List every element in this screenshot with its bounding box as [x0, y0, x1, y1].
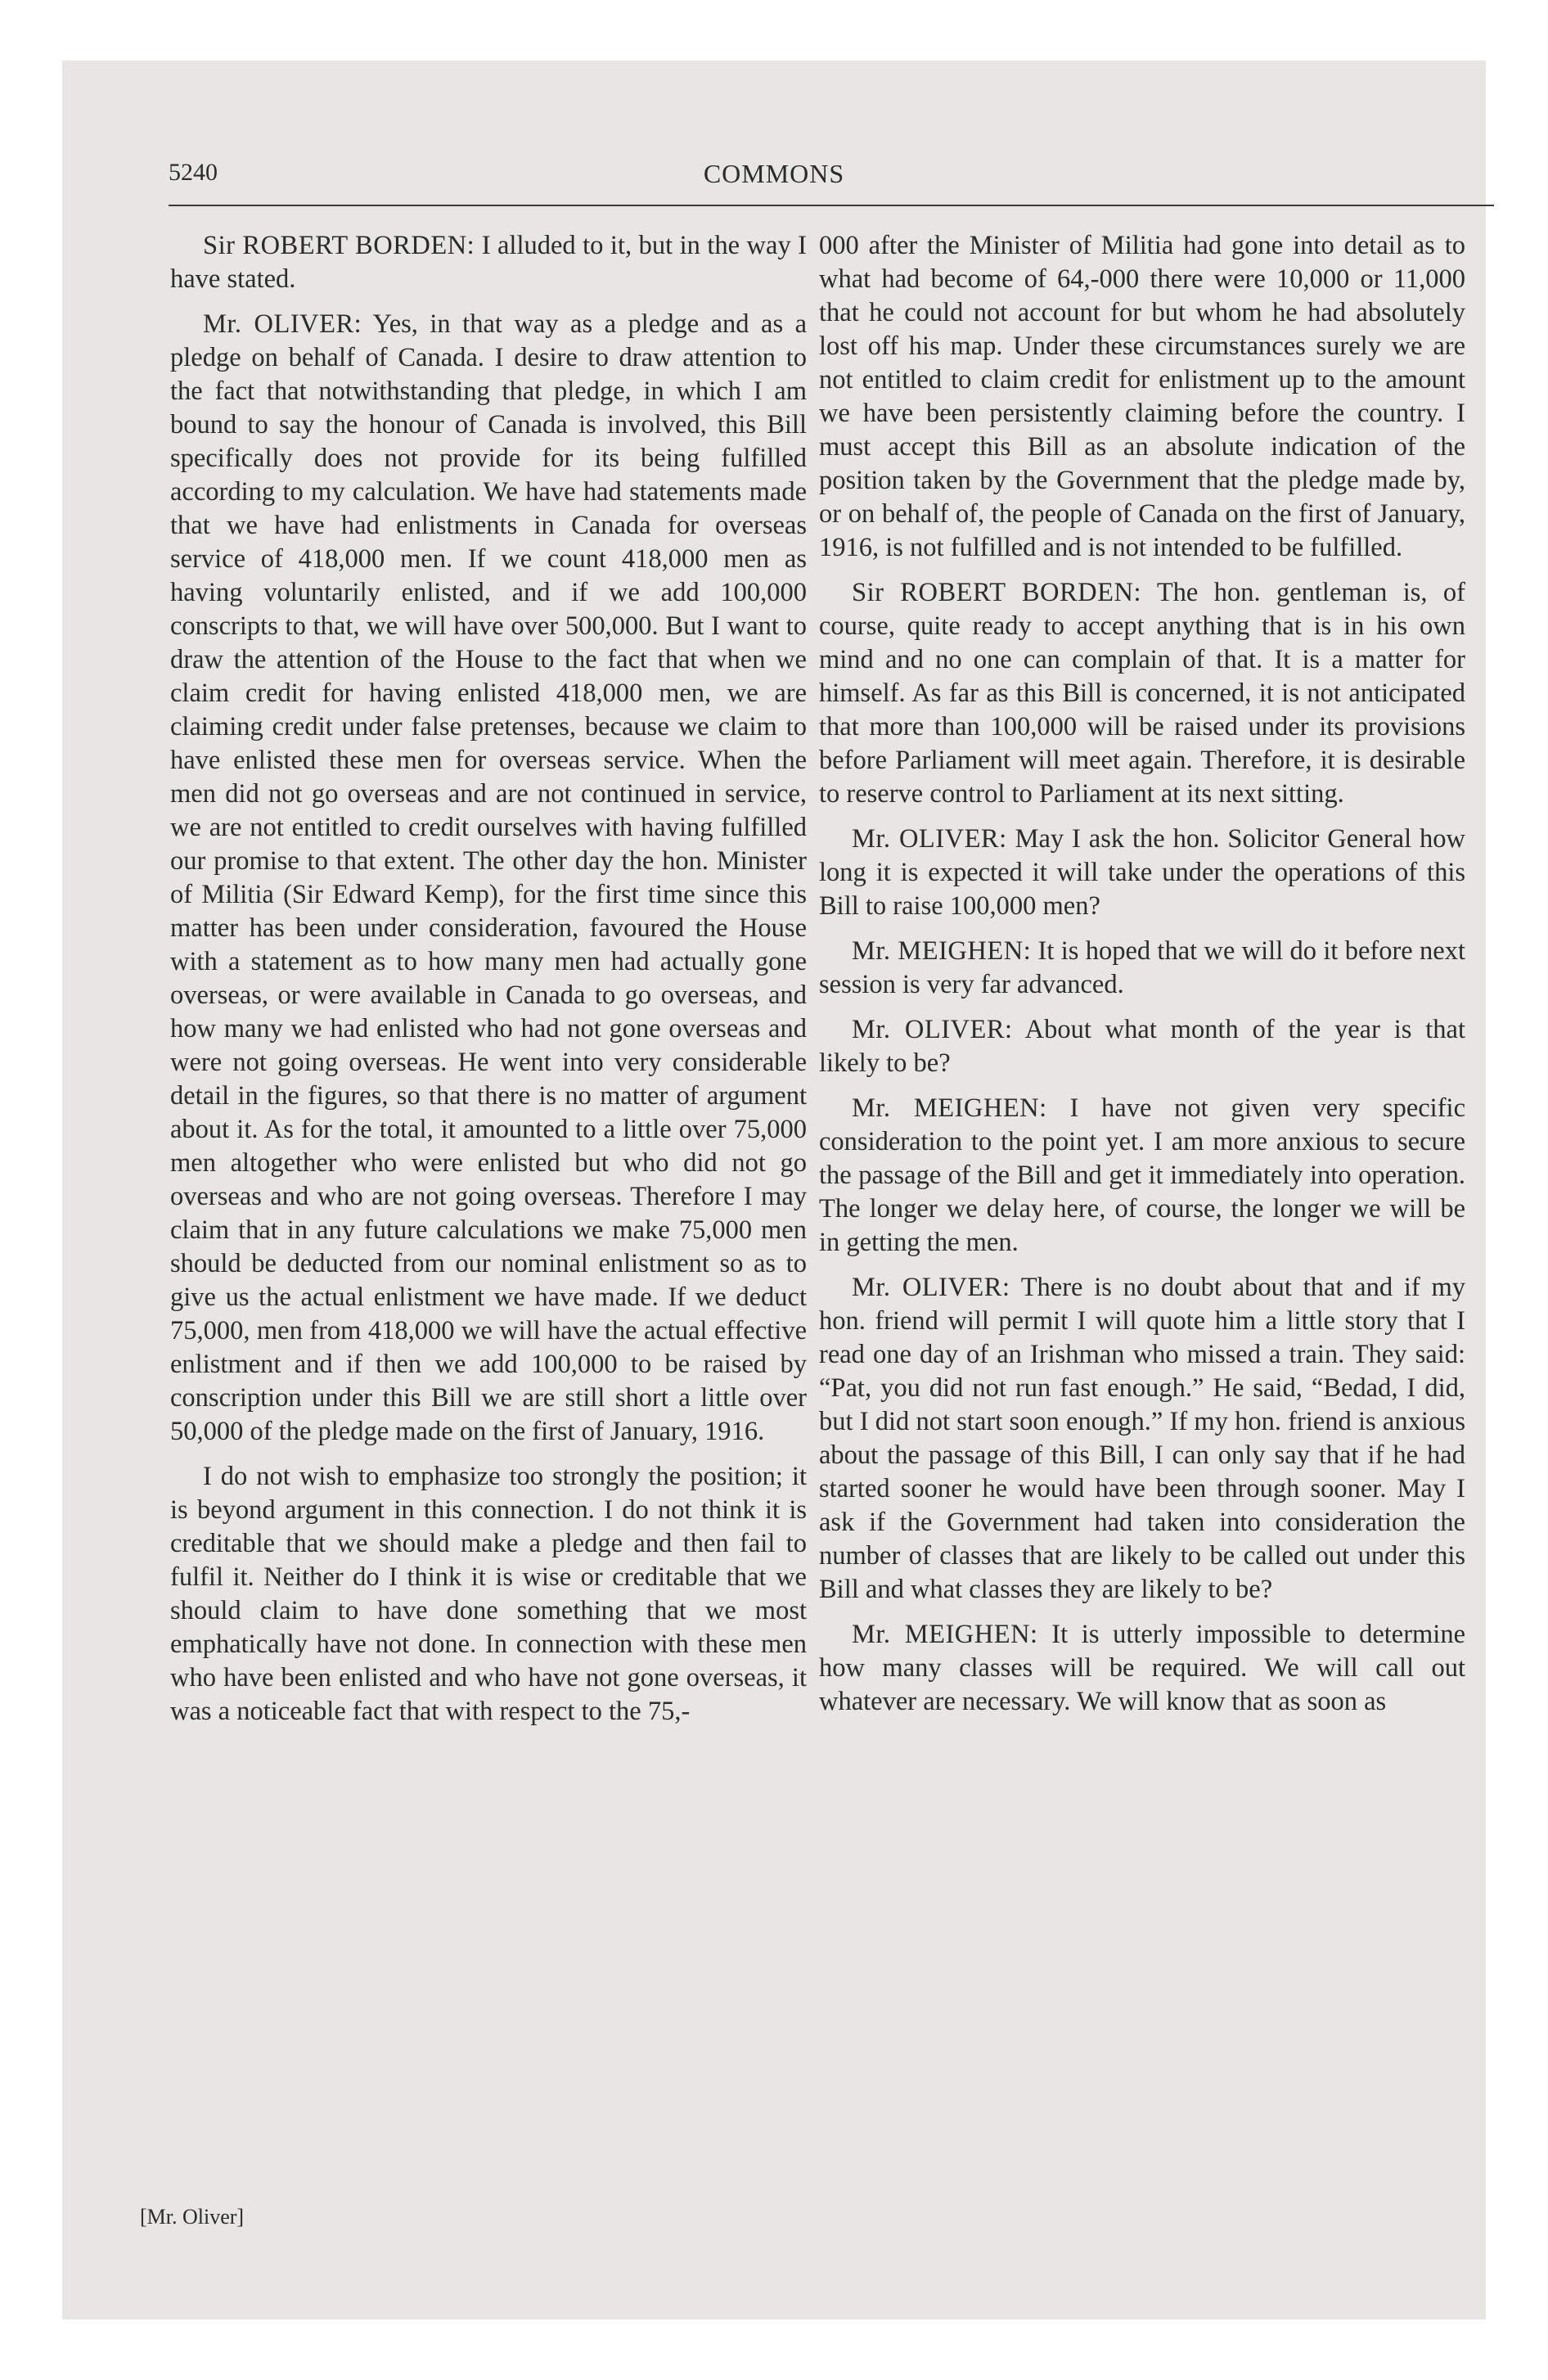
speaker: Sir ROBERT BORDEN: [203, 231, 475, 260]
speaker: Mr. OLIVER: [203, 309, 362, 339]
speaker: Mr. MEIGHEN: [852, 1620, 1038, 1649]
speaker: Mr. OLIVER: [852, 1015, 1013, 1044]
paragraph [170, 229, 807, 296]
paragraph [819, 576, 1465, 811]
page-number: 5240 [169, 159, 218, 186]
speaker: Mr. OLIVER: [852, 1273, 1010, 1302]
paragraph [819, 229, 1465, 565]
paragraph [819, 1092, 1465, 1260]
paragraph-text: The hon. gentleman is, of course, quite ready to accept anything that is in his own mind and no one can complain of that. It is a matter for himself. As far as this Bill is concerned, it is not anticipated that more than 100,000 will be raised under its provisions before Parliament will meet again. Therefore, it is desirable to reserve control to Parliament at its next sitting. [819, 578, 1465, 809]
paragraph-text: I alluded to it, but in the way I have stated. [170, 231, 807, 294]
paragraph-text: Yes, in that way as a pledge and as a pledge on behalf of Canada. I desire to draw attention to the fact that notwithstanding that pledge, in which I am bound to say the honour of Canada is involved, this Bill specifically does not provide for its being fulfilled according to my calculation. We have had statements made that we have had enlistments in Canada for overseas service of 418,000 men. If we count 418,000 men as having voluntarily enlisted, and if we add 100,000 conscripts to that, we will have over 500,000. But I want to draw the attention of the House to the fact that when we claim credit for having enlisted 418,000 men, we are claiming credit under false pretenses, because we claim to have enlisted these men for overseas service. When the men did not go overseas and are not continued in service, we are not entitled to credit ourselves with having fulfilled our promise to that extent. The other day the hon. Minister of Militia (Sir Edward Kemp), for the first time since this matter has been under consideration, favoured the House with a statement as to how many men had actually gone overseas, or were available in Canada to go overseas, and how many we had enlisted who had not gone overseas and were not going overseas. He went into very considerable detail in the figures, so that there is no matter of argument about it. As for the total, it amounted to a little over 75,000 men altogether who were enlisted but who did not go overseas and who are not going overseas. Therefore I may claim that in any future calculations we make 75,000 men should be deducted from our nominal enlistment so as to give us the actual enlistment we have made. If we deduct 75,000, men from 418,000 we will have the actual effective enlistment and if then we add 100,000 to be raised by conscription under this Bill we are still short a little over 50,000 of the pledge made on the first of January, 1916. [170, 309, 807, 1446]
speaker: Mr. MEIGHEN: [852, 936, 1032, 966]
footer-speaker-ref: [Mr. Oliver] [140, 2205, 245, 2229]
paragraph [819, 1013, 1465, 1080]
paragraph-text: 000 after the Minister of Militia had gone into detail as to what had become of 64,-000 there were 10,000 or 11,000 that he could not account for but whom he had absolutely lost off his map. Under these circumstances surely we are not entitled to claim credit for enlistment up to the amount we have been persistently claiming before the country. I must accept this Bill as an absolute indication of the position taken by the Government that the pledge made by, or on behalf of, the people of Canada on the first of January, 1916, is not fulfilled and is not intended to be fulfilled. [819, 231, 1465, 562]
running-head: COMMONS [703, 159, 845, 188]
paragraph-text: About what month of the year is that likely to be? [819, 1015, 1465, 1078]
paragraph [819, 935, 1465, 1002]
paragraph [819, 823, 1465, 923]
right-column [819, 229, 1465, 1730]
paragraph-text: I do not wish to emphasize too strongly the position; it is beyond argument in this connection. I do not think it is creditable that we should make a pledge and then fail to fulfil it. Neither do I think it is wise or creditable that we should claim to have done something that we most emphatically have not done. In connection with these men who have been enlisted and who have not gone overseas, it was a noticeable fact that with respect to the 75,- [170, 1462, 807, 1726]
left-column [170, 229, 807, 1740]
speaker: Mr. MEIGHEN: [852, 1093, 1047, 1123]
paragraph-text: May I ask the hon. Solicitor General how long it is expected it will take under the operations of this Bill to raise 100,000 men? [819, 824, 1465, 921]
paragraph-text: There is no doubt about that and if my hon. friend will permit I will quote him a little story that I read one day of an Irishman who missed a train. They said: “Pat, you did not run fast enough.” He said, “Bedad, I did, but I did not start soon enough.” If my hon. friend is anxious about the passage of this Bill, I can only say that if he had started sooner he would have been through sooner. May I ask if the Government had taken into consideration the number of classes that are likely to be called out under this Bill and what classes they are likely to be? [819, 1273, 1466, 1604]
speaker: Mr. OLIVER: [852, 824, 1007, 854]
paragraph-text: It is utterly impossible to determine how many classes will be required. We will call out whatever are necessary. We will know that as soon as [819, 1620, 1466, 1716]
paragraph [170, 308, 807, 1449]
speaker: Sir ROBERT BORDEN: [852, 578, 1142, 607]
paragraph [170, 1460, 807, 1729]
page-header [62, 159, 1486, 208]
paragraph [819, 1271, 1465, 1607]
header-rule [169, 205, 1494, 206]
paragraph [819, 1618, 1465, 1719]
paragraph-text: It is hoped that we will do it before next session is very far advanced. [819, 936, 1465, 999]
scanned-page [62, 61, 1486, 2319]
paragraph-text: I have not given very specific consideration to the point yet. I am more anxious to secure the passage of the Bill and get it immediately into operation. The longer we delay here, of course, the longer we will be in getting the men. [819, 1093, 1465, 1257]
